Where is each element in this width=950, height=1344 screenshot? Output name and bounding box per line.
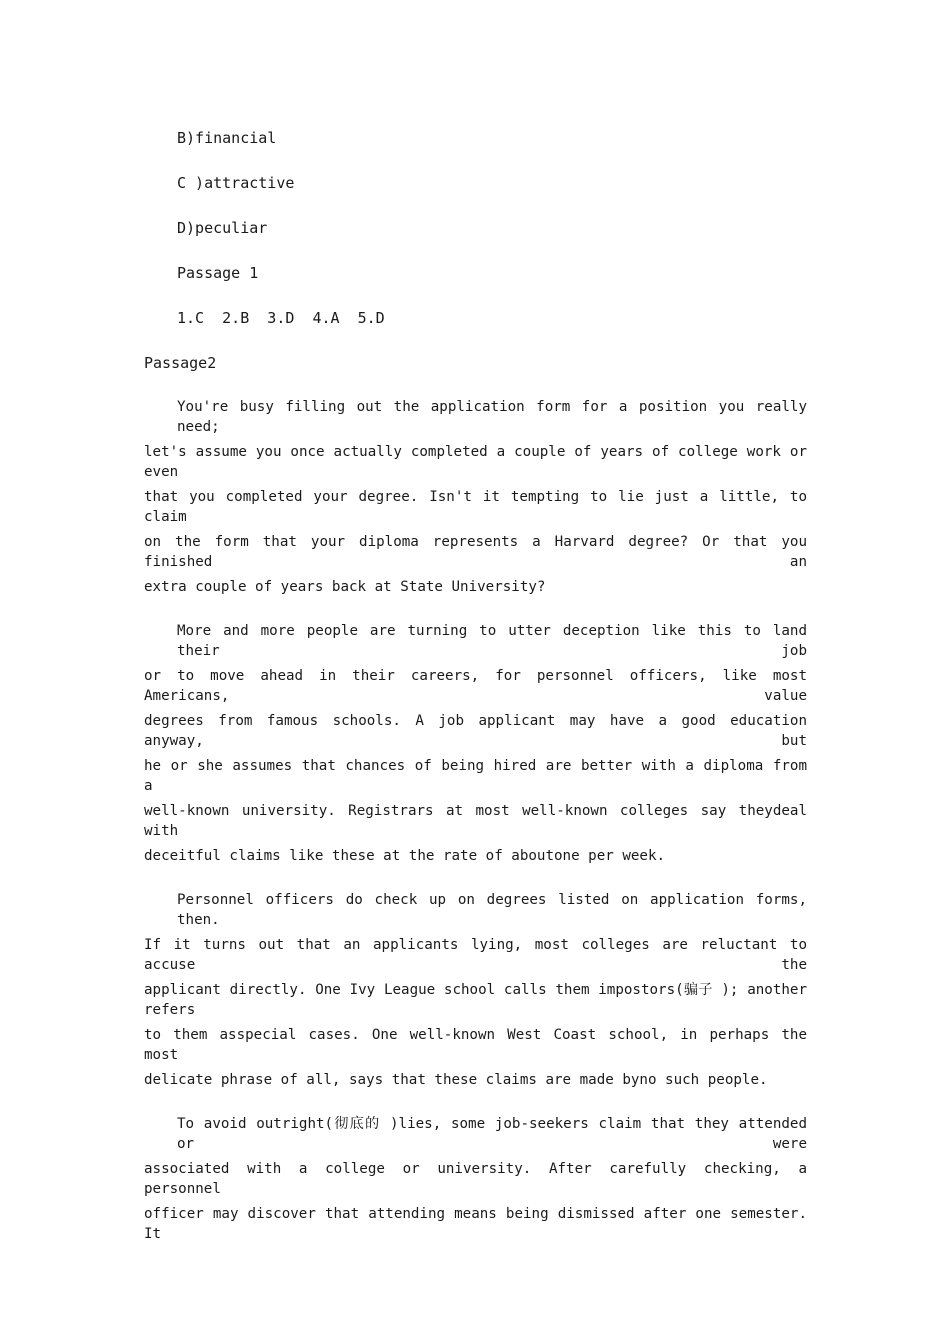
paragraph1-line: let's assume you once actually completed a couple of years of college work or even [144, 444, 807, 480]
paragraph4-line: officer may discover that attending means being dismissed after one semester. It [144, 1206, 807, 1242]
paragraph2-line: deceitful claims like these at the rate of aboutone per week. [144, 848, 666, 864]
paragraph1-line: You're busy filling out the application form for a position you really need; [177, 399, 807, 435]
paragraph1-line: extra couple of years back at State University? [144, 579, 546, 595]
option-d: D)peculiar [177, 219, 268, 237]
option-c: C )attractive [177, 174, 295, 192]
paragraph3-line: Personnel officers do check up on degrees listed on application forms, then. [177, 892, 807, 928]
paragraph4-line: To avoid outright(彻底的 )lies, some job-seekers claim that they attended or were [177, 1116, 807, 1152]
paragraph3-line: to them asspecial cases. One well-known West Coast school, in perhaps the most [144, 1027, 807, 1063]
paragraph3-line: If it turns out that an applicants lying, most colleges are reluctant to accuse the [144, 937, 807, 973]
passage2-heading: Passage2 [144, 354, 217, 372]
paragraph3-line: delicate phrase of all, says that these claims are made byno such people. [144, 1072, 768, 1088]
paragraph2-line: More and more people are turning to utter deception like this to land their job [177, 623, 807, 659]
paragraph2-line: he or she assumes that chances of being hired are better with a diploma from a [144, 758, 807, 794]
paragraph4-line: associated with a college or university. After carefully checking, a personnel [144, 1161, 807, 1197]
paragraph2-line: degrees from famous schools. A job applicant may have a good education anyway, but [144, 713, 807, 749]
passage1-heading: Passage 1 [177, 264, 259, 282]
paragraph2-line: or to move ahead in their careers, for personnel officers, like most Americans, value [144, 668, 807, 704]
paragraph3-line: applicant directly. One Ivy League school calls them impostors(骗子 ); another refers [144, 982, 807, 1018]
option-b: B)financial [177, 129, 277, 147]
passage1-answers: 1.C 2.B 3.D 4.A 5.D [177, 309, 385, 327]
paragraph1-line: that you completed your degree. Isn't it tempting to lie just a little, to claim [144, 489, 807, 525]
paragraph2-line: well-known university. Registrars at most well-known colleges say theydeal with [144, 803, 807, 839]
paragraph1-line: on the form that your diploma represents a Harvard degree? Or that you finished an [144, 534, 807, 570]
